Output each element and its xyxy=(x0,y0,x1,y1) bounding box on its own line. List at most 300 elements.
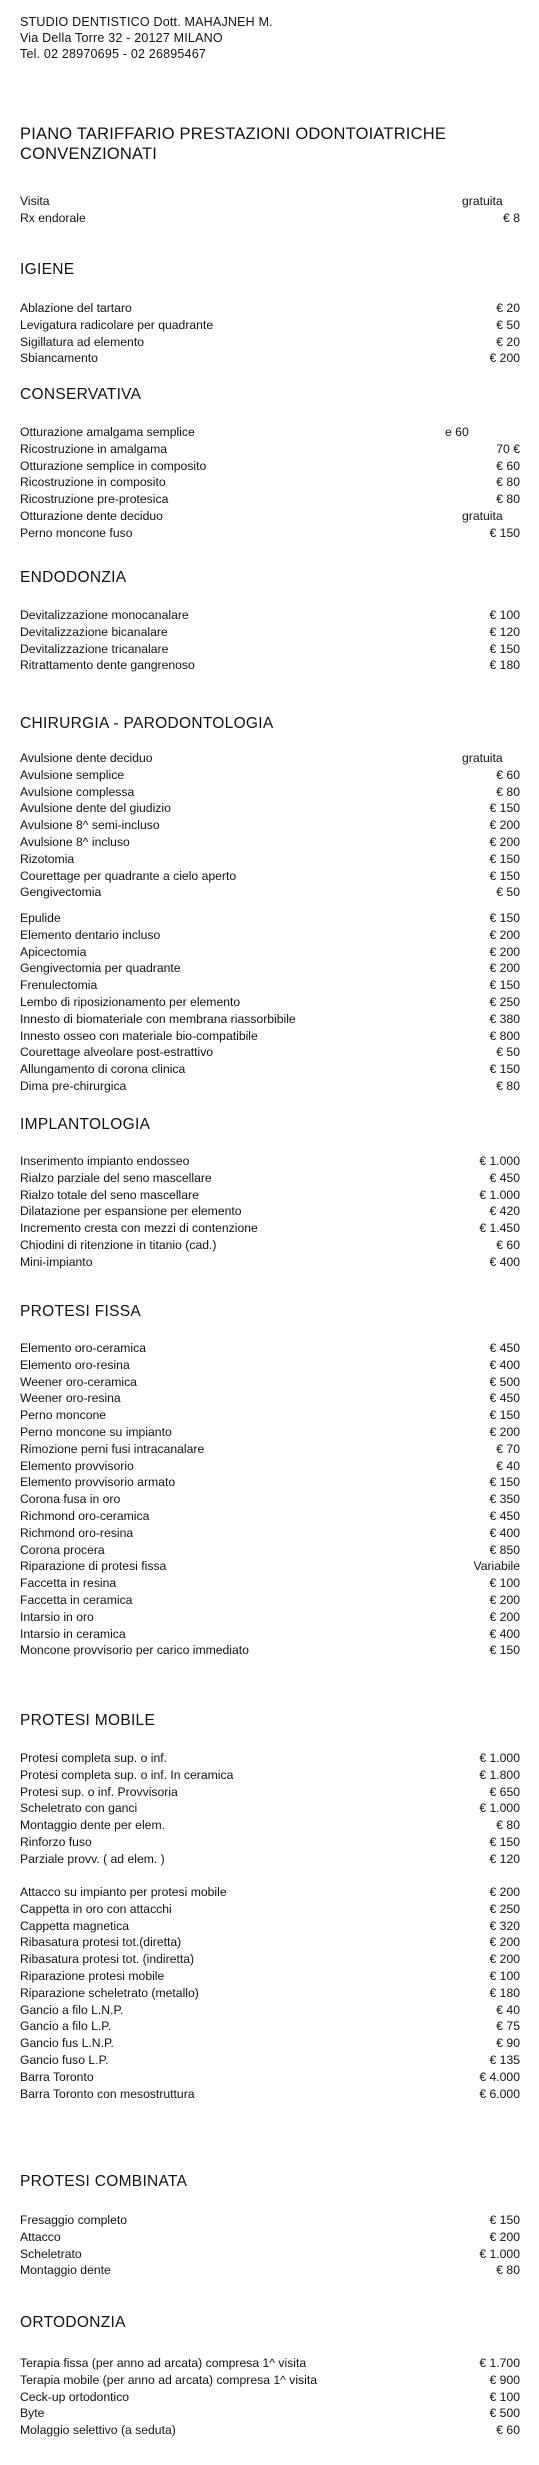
price-row xyxy=(20,1901,520,1918)
service-name: Sigillatura ad elemento xyxy=(20,334,144,349)
service-name: Intarsio in ceramica xyxy=(20,1626,126,1641)
service-price: gratuita xyxy=(462,751,503,765)
section-chirurgia xyxy=(20,714,520,734)
service-price: € 420 xyxy=(489,1204,520,1219)
service-price: € 1.450 xyxy=(479,1221,520,1236)
service-price: € 4.000 xyxy=(479,2069,520,2084)
service-price: € 500 xyxy=(489,1374,520,1389)
service-name: Devitalizzazione monocanalare xyxy=(20,608,189,622)
service-name: Allungamento di corona clinica xyxy=(20,1062,186,1077)
document-title xyxy=(20,124,535,164)
service-price: € 40 xyxy=(496,2002,520,2017)
service-price: € 1.000 xyxy=(479,1751,520,1765)
service-price: € 1.000 xyxy=(479,1154,520,1168)
price-row xyxy=(20,1918,520,1935)
service-name: Molaggio selettivo (a seduta) xyxy=(20,2423,176,2438)
service-price: 70 € xyxy=(496,441,520,456)
service-name: Frenulectomia xyxy=(20,978,98,993)
service-price: € 900 xyxy=(489,2372,520,2387)
service-name: Scheletrato xyxy=(20,2246,82,2261)
intro-section xyxy=(20,193,520,227)
service-name: Barra Toronto con mesostruttura xyxy=(20,2086,195,2101)
service-price: € 150 xyxy=(489,868,520,883)
service-price: e 60 xyxy=(445,425,469,439)
price-row xyxy=(20,868,520,885)
price-row xyxy=(20,1254,520,1271)
service-price: € 135 xyxy=(489,2052,520,2067)
section-title: IGIENE xyxy=(20,261,75,278)
service-name: Mini-impianto xyxy=(20,1254,93,1269)
service-price: € 200 xyxy=(489,351,520,366)
service-name: Avulsione semplice xyxy=(20,767,125,782)
service-name: Apicectomia xyxy=(20,944,87,959)
section-igiene xyxy=(20,260,520,280)
section-endodonzia xyxy=(20,568,520,588)
section-title: CONSERVATIVA xyxy=(20,386,142,403)
service-name: Rialzo totale del seno mascellare xyxy=(20,1187,199,1202)
protesi-mobile-list-2 xyxy=(20,1884,520,2102)
price-row xyxy=(20,1542,520,1559)
service-price: € 400 xyxy=(489,1626,520,1641)
service-name: Byte xyxy=(20,2406,45,2421)
service-name: Weener oro-ceramica xyxy=(20,1374,137,1389)
service-name: Innesto di biomateriale con membrana riassorbibile xyxy=(20,1011,296,1026)
price-row xyxy=(20,657,520,674)
service-name: Visita xyxy=(20,194,50,208)
price-row xyxy=(20,1525,520,1542)
service-price: € 75 xyxy=(496,2019,520,2034)
service-price: € 150 xyxy=(489,1834,520,1849)
section-protesi-mobile xyxy=(20,1711,520,1731)
service-price: € 100 xyxy=(489,2389,520,2404)
service-price: € 450 xyxy=(489,1391,520,1406)
price-row xyxy=(20,508,520,525)
service-name: Avulsione 8^ semi-incluso xyxy=(20,818,160,833)
price-row xyxy=(20,1834,520,1851)
service-name: Ricostruzione pre-protesica xyxy=(20,492,169,507)
service-name: Elemento oro-ceramica xyxy=(20,1341,146,1355)
service-name: Levigatura radicolare per quadrante xyxy=(20,317,214,332)
service-price: € 60 xyxy=(496,2423,520,2438)
service-name: Riparazione di protesi fissa xyxy=(20,1559,167,1574)
service-name: Rinforzo fuso xyxy=(20,1834,92,1849)
price-row xyxy=(20,2246,520,2263)
service-name: Corona procera xyxy=(20,1542,105,1557)
price-row xyxy=(20,1078,520,1095)
clinic-phone: Tel. 02 28970695 - 02 26895467 xyxy=(20,47,207,61)
service-price: € 450 xyxy=(489,1170,520,1185)
service-name: Avulsione complessa xyxy=(20,784,135,799)
service-price: € 150 xyxy=(489,911,520,925)
endodonzia-list xyxy=(20,607,520,674)
service-price: € 6.000 xyxy=(479,2086,520,2101)
service-price: € 20 xyxy=(496,301,520,315)
service-name: Attacco xyxy=(20,2229,61,2244)
price-row xyxy=(20,2212,520,2229)
service-name: Courettage alveolare post-estrattivo xyxy=(20,1045,214,1060)
service-price: € 90 xyxy=(496,2036,520,2051)
service-price: € 250 xyxy=(489,1901,520,1916)
price-row xyxy=(20,1407,520,1424)
service-name: Gancio fuso L.P. xyxy=(20,2052,109,2067)
price-row xyxy=(20,2262,520,2279)
service-price: € 150 xyxy=(489,1408,520,1423)
protesi-fissa-list xyxy=(20,1340,520,1659)
service-price: Variabile xyxy=(473,1559,520,1574)
price-row xyxy=(20,1237,520,1254)
price-row xyxy=(20,1592,520,1609)
price-row xyxy=(20,1508,520,1525)
price-row xyxy=(20,1558,520,1575)
service-price: € 200 xyxy=(489,1609,520,1624)
service-price: € 200 xyxy=(489,1935,520,1950)
service-price: € 120 xyxy=(489,624,520,639)
price-row xyxy=(20,800,520,817)
implantologia-list xyxy=(20,1153,520,1271)
service-name: Cappetta magnetica xyxy=(20,1918,130,1933)
service-name: Terapia fissa (per anno ad arcata) compresa 1^ visita xyxy=(20,2356,307,2370)
service-price: gratuita xyxy=(462,194,503,208)
price-row xyxy=(20,1985,520,2002)
service-price: € 60 xyxy=(496,767,520,782)
chirurgia-list-2 xyxy=(20,910,520,1095)
price-row xyxy=(20,1800,520,1817)
price-row xyxy=(20,2405,520,2422)
price-row xyxy=(20,817,520,834)
service-name: Chiodini di ritenzione in titanio (cad.) xyxy=(20,1237,217,1252)
clinic-address: Via Della Torre 32 - 20127 MILANO xyxy=(20,31,223,45)
service-price: € 400 xyxy=(489,1525,520,1540)
service-price: € 320 xyxy=(489,1918,520,1933)
price-row xyxy=(20,1575,520,1592)
service-name: Gancio fus L.N.P. xyxy=(20,2036,114,2051)
service-name: Rialzo parziale del seno mascellare xyxy=(20,1170,212,1185)
service-price: € 650 xyxy=(489,1784,520,1799)
price-row xyxy=(20,1220,520,1237)
price-row xyxy=(20,1458,520,1475)
price-row xyxy=(20,1374,520,1391)
service-name: Perno moncone fuso xyxy=(20,525,133,540)
service-price: € 120 xyxy=(489,1851,520,1866)
service-name: Richmond oro-resina xyxy=(20,1525,134,1540)
service-name: Montaggio dente xyxy=(20,2263,111,2278)
service-name: Avulsione dente del giudizio xyxy=(20,801,171,816)
service-price: € 450 xyxy=(489,1508,520,1523)
service-price: € 60 xyxy=(496,458,520,473)
service-name: Epulide xyxy=(20,911,61,925)
service-price: € 80 xyxy=(496,492,520,507)
service-price: € 100 xyxy=(489,1576,520,1591)
service-price: € 50 xyxy=(496,885,520,900)
service-name: Ceck-up ortodontico xyxy=(20,2389,130,2404)
price-row xyxy=(20,2229,520,2246)
service-price: € 180 xyxy=(489,658,520,673)
service-price: € 150 xyxy=(489,525,520,540)
service-name: Attacco su impianto per protesi mobile xyxy=(20,1885,227,1899)
service-price: € 380 xyxy=(489,1011,520,1026)
service-price: € 50 xyxy=(496,1045,520,1060)
service-price: € 180 xyxy=(489,1985,520,2000)
section-protesi-fissa xyxy=(20,1302,520,1322)
service-name: Rx endorale xyxy=(20,210,86,225)
price-row xyxy=(20,1061,520,1078)
price-row xyxy=(20,2389,520,2406)
protesi-mobile-list xyxy=(20,1750,520,1868)
price-row xyxy=(20,1817,520,1834)
service-name: Gancio a filo L.N.P. xyxy=(20,2002,124,2017)
service-price: € 350 xyxy=(489,1492,520,1507)
service-name: Intarsio in oro xyxy=(20,1609,94,1624)
service-name: Protesi completa sup. o inf. xyxy=(20,1751,167,1765)
service-price: € 400 xyxy=(489,1357,520,1372)
service-name: Cappetta in oro con attacchi xyxy=(20,1901,172,1916)
price-row xyxy=(20,334,520,351)
service-price: € 200 xyxy=(489,1952,520,1967)
price-row xyxy=(20,944,520,961)
service-price: € 1.000 xyxy=(479,1187,520,1202)
service-name: Fresaggio completo xyxy=(20,2213,128,2227)
price-row xyxy=(20,784,520,801)
service-price: € 8 xyxy=(503,210,520,225)
price-row xyxy=(20,1390,520,1407)
service-price: € 60 xyxy=(496,1237,520,1252)
price-row xyxy=(20,350,520,367)
price-row xyxy=(20,1011,520,1028)
price-row xyxy=(20,851,520,868)
service-price: € 20 xyxy=(496,334,520,349)
service-name: Corona fusa in oro xyxy=(20,1492,121,1507)
section-title: PROTESI MOBILE xyxy=(20,1712,156,1729)
clinic-header xyxy=(20,14,273,62)
service-name: Scheletrato con ganci xyxy=(20,1801,138,1816)
price-row xyxy=(20,458,520,475)
price-row xyxy=(20,834,520,851)
clinic-name: STUDIO DENTISTICO Dott. MAHAJNEH M. xyxy=(20,15,273,29)
price-row xyxy=(20,977,520,994)
service-price: € 1.700 xyxy=(479,2356,520,2370)
chirurgia-list xyxy=(20,750,520,901)
service-price: € 200 xyxy=(489,961,520,976)
service-name: Protesi sup. o inf. Provvisoria xyxy=(20,1784,178,1799)
service-name: Elemento provvisorio armato xyxy=(20,1475,176,1490)
service-name: Elemento provvisorio xyxy=(20,1458,134,1473)
price-row xyxy=(20,2355,520,2372)
service-name: Terapia mobile (per anno ad arcata) compresa 1^ visita xyxy=(20,2372,318,2387)
service-price: € 850 xyxy=(489,1542,520,1557)
price-row xyxy=(20,1203,520,1220)
price-row xyxy=(20,1153,520,1170)
service-price: € 200 xyxy=(489,927,520,942)
service-name: Avulsione 8^ incluso xyxy=(20,834,130,849)
price-row xyxy=(20,1934,520,1951)
service-price: € 80 xyxy=(496,1818,520,1833)
service-name: Perno moncone xyxy=(20,1408,107,1423)
service-name: Otturazione semplice in composito xyxy=(20,458,207,473)
price-row xyxy=(20,1474,520,1491)
service-name: Lembo di riposizionamento per elemento xyxy=(20,994,241,1009)
service-name: Ribasatura protesi tot. (indiretta) xyxy=(20,1952,195,1967)
price-row xyxy=(20,2372,520,2389)
price-row xyxy=(20,1424,520,1441)
price-row xyxy=(20,1851,520,1868)
price-row xyxy=(20,474,520,491)
service-name: Riparazione protesi mobile xyxy=(20,1968,165,1983)
service-name: Otturazione dente deciduo xyxy=(20,508,163,523)
price-row xyxy=(20,193,520,210)
section-protesi-combinata xyxy=(20,2172,520,2192)
price-row xyxy=(20,1750,520,1767)
service-price: € 1.000 xyxy=(479,2246,520,2261)
service-name: Ribasatura protesi tot.(diretta) xyxy=(20,1935,182,1950)
service-price: € 500 xyxy=(489,2406,520,2421)
price-row xyxy=(20,1951,520,1968)
service-name: Avulsione dente deciduo xyxy=(20,751,153,765)
service-price: € 150 xyxy=(489,2213,520,2227)
price-row xyxy=(20,607,520,624)
service-price: € 200 xyxy=(489,944,520,959)
service-price: € 150 xyxy=(489,1475,520,1490)
section-title: PROTESI FISSA xyxy=(20,1303,142,1320)
service-name: Faccetta in ceramica xyxy=(20,1592,133,1607)
conservativa-list xyxy=(20,424,520,542)
price-row xyxy=(20,210,520,227)
price-row xyxy=(20,624,520,641)
service-name: Montaggio dente per elem. xyxy=(20,1818,165,1833)
service-price: € 80 xyxy=(496,475,520,490)
price-row xyxy=(20,994,520,1011)
service-name: Otturazione amalgama semplice xyxy=(20,425,195,439)
service-name: Ricostruzione in amalgama xyxy=(20,441,167,456)
service-name: Devitalizzazione bicanalare xyxy=(20,624,168,639)
price-row xyxy=(20,910,520,927)
service-name: Richmond oro-ceramica xyxy=(20,1508,150,1523)
price-row xyxy=(20,1187,520,1204)
price-row xyxy=(20,424,520,441)
section-title: PROTESI COMBINATA xyxy=(20,2173,188,2190)
service-price: € 150 xyxy=(489,978,520,993)
service-price: € 100 xyxy=(489,1968,520,1983)
service-name: Protesi completa sup. o inf. In ceramica xyxy=(20,1767,234,1782)
price-row xyxy=(20,441,520,458)
protesi-combinata-list xyxy=(20,2212,520,2279)
service-price: € 50 xyxy=(496,317,520,332)
service-price: € 200 xyxy=(489,1592,520,1607)
section-implantologia xyxy=(20,1115,520,1135)
service-name: Moncone provvisorio per carico immediato xyxy=(20,1643,249,1658)
service-price: € 150 xyxy=(489,641,520,656)
price-row xyxy=(20,927,520,944)
service-price: € 200 xyxy=(489,1424,520,1439)
service-price: € 70 xyxy=(496,1441,520,1456)
price-row xyxy=(20,2069,520,2086)
price-row xyxy=(20,1028,520,1045)
service-name: Gancio a filo L.P. xyxy=(20,2019,112,2034)
price-row xyxy=(20,300,520,317)
price-row xyxy=(20,1767,520,1784)
service-name: Dima pre-chirurgica xyxy=(20,1078,127,1093)
service-name: Perno moncone su impianto xyxy=(20,1424,172,1439)
service-price: € 40 xyxy=(496,1458,520,1473)
section-title: ORTODONZIA xyxy=(20,2314,126,2331)
price-row xyxy=(20,491,520,508)
price-row xyxy=(20,1044,520,1061)
price-row xyxy=(20,2052,520,2069)
price-row xyxy=(20,1340,520,1357)
service-name: Incremento cresta con mezzi di contenzione xyxy=(20,1221,258,1236)
service-price: € 80 xyxy=(496,1078,520,1093)
price-row xyxy=(20,525,520,542)
price-row xyxy=(20,317,520,334)
service-price: € 200 xyxy=(489,2229,520,2244)
price-row xyxy=(20,2035,520,2052)
service-name: Parziale provv. ( ad elem. ) xyxy=(20,1851,165,1866)
price-row xyxy=(20,767,520,784)
service-name: Ricostruzione in composito xyxy=(20,475,166,490)
section-title: CHIRURGIA - PARODONTOLOGIA xyxy=(20,715,274,732)
document-title-line1: PIANO TARIFFARIO PRESTAZIONI ODONTOIATRICHE xyxy=(20,125,447,143)
service-name: Elemento dentario incluso xyxy=(20,927,161,942)
service-price: € 1.000 xyxy=(479,1801,520,1816)
price-row xyxy=(20,960,520,977)
service-name: Ablazione del tartaro xyxy=(20,301,132,315)
service-name: Rimozione perni fusi intracanalare xyxy=(20,1441,205,1456)
price-row xyxy=(20,1784,520,1801)
service-price: € 80 xyxy=(496,784,520,799)
price-row xyxy=(20,2002,520,2019)
service-name: Weener oro-resina xyxy=(20,1391,121,1406)
price-row xyxy=(20,750,520,767)
price-row xyxy=(20,1357,520,1374)
price-row xyxy=(20,1491,520,1508)
service-price: € 200 xyxy=(489,818,520,833)
service-name: Barra Toronto xyxy=(20,2069,94,2084)
price-row xyxy=(20,1170,520,1187)
service-price: € 100 xyxy=(489,608,520,622)
document-title-line2: CONVENZIONATI xyxy=(20,145,158,163)
service-price: € 250 xyxy=(489,994,520,1009)
section-title: IMPLANTOLOGIA xyxy=(20,1116,151,1133)
service-name: Sbiancamento xyxy=(20,351,98,366)
service-price: gratuita xyxy=(462,508,503,523)
price-row xyxy=(20,2422,520,2439)
price-row xyxy=(20,1609,520,1626)
service-price: € 800 xyxy=(489,1028,520,1043)
service-name: Elemento oro-resina xyxy=(20,1357,130,1372)
service-price: € 450 xyxy=(489,1341,520,1355)
price-row xyxy=(20,641,520,658)
service-name: Innesto osseo con materiale bio-compatibile xyxy=(20,1028,258,1043)
service-name: Gengivectomia xyxy=(20,885,102,900)
service-name: Riparazione scheletrato (metallo) xyxy=(20,1985,199,2000)
service-price: € 150 xyxy=(489,801,520,816)
price-row xyxy=(20,1968,520,1985)
section-title: ENDODONZIA xyxy=(20,569,127,586)
price-row xyxy=(20,884,520,901)
service-name: Ritrattamento dente gangrenoso xyxy=(20,658,195,673)
service-price: € 400 xyxy=(489,1254,520,1269)
price-row xyxy=(20,1642,520,1659)
igiene-list xyxy=(20,300,520,367)
service-name: Rizotomia xyxy=(20,851,75,866)
price-row xyxy=(20,1884,520,1901)
service-name: Courettage per quadrante a cielo aperto xyxy=(20,868,237,883)
service-name: Inserimento impianto endosseo xyxy=(20,1154,190,1168)
ortodonzia-list xyxy=(20,2355,520,2439)
service-name: Devitalizzazione tricanalare xyxy=(20,641,169,656)
price-row xyxy=(20,2018,520,2035)
service-price: € 80 xyxy=(496,2263,520,2278)
price-row xyxy=(20,2086,520,2103)
